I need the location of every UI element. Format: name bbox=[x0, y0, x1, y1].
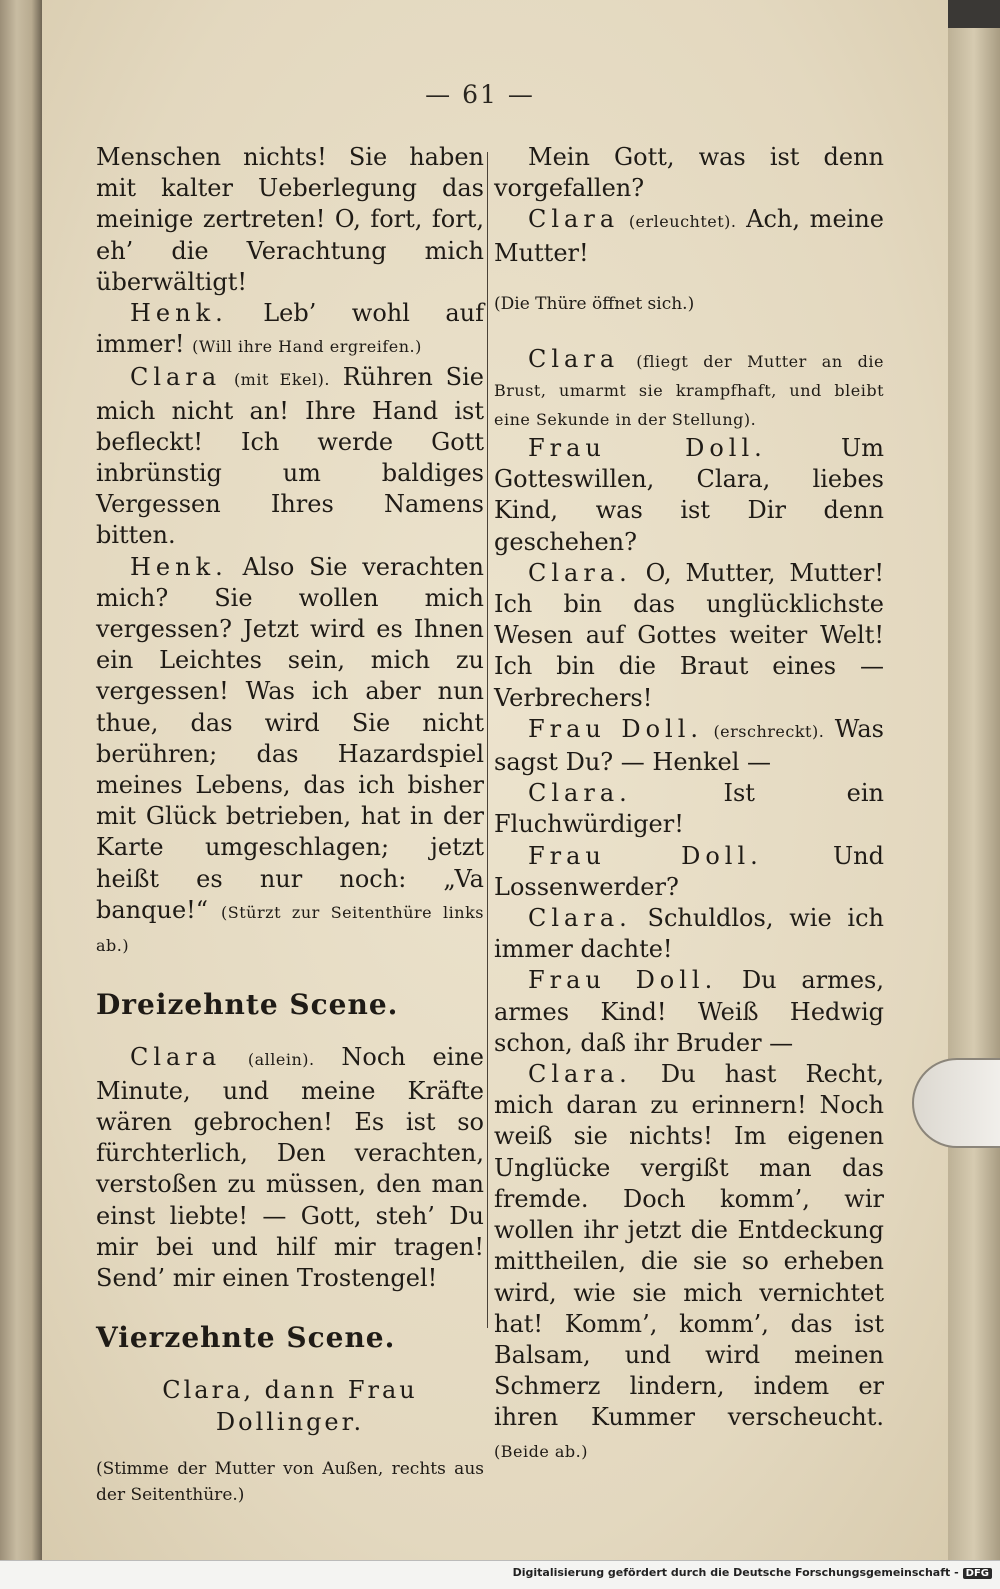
speaker: Clara bbox=[130, 1043, 222, 1072]
dialogue-clara: Clara (allein). Noch eine Minute, und meine Kräfte wären gebrochen! Es ist so fürchterlich, Den verachten, verstoßen zu müssen, den man einst liebte! — Gott, steh’ Du mir bei und hilf mir tragen! Send’ mir einen Trostengel! bbox=[96, 1043, 484, 1292]
cast-list: Clara, dann Frau Dollinger. bbox=[162, 1376, 418, 1436]
speaker: Frau Doll. bbox=[528, 966, 718, 995]
text-paragraph: Menschen nichts! Sie haben mit kalter Ueberlegung das meinige zertreten! O, fort, fort, eh’ die Verachtung mich überwältigt! bbox=[96, 143, 484, 296]
dfg-logo-icon: DFG bbox=[963, 1568, 992, 1579]
speaker: Clara bbox=[130, 363, 222, 392]
stage-direction: (fliegt der Mutter an die Brust, umarmt sie krampfhaft, und bleibt eine Sekunde in der Stellung). bbox=[494, 352, 884, 430]
page-turn-tab[interactable] bbox=[912, 1058, 1000, 1148]
speaker: Clara. bbox=[528, 779, 632, 808]
dialogue-frau-doll: Frau Doll. (erschreckt). Was sagst Du? — Henkel — bbox=[494, 714, 884, 777]
dialogue-clara: Clara. Du hast Recht, mich daran zu erinnern! Noch weiß sie nichts! Im eigenen Unglücke vergißt man das fremde. Doch komm’, wir wollen ihr jetzt die Entdeckung mittheilen, die sie so erheben wird, wie sie mich vernichtet hat! Komm’, komm’, das ist Balsam, und wird meinen Schmerz lindern, indem er ihren Kummer verscheucht. (Beide ab.) bbox=[494, 1060, 884, 1461]
text-paragraph: Mein Gott, was ist denn vorgefallen? bbox=[494, 143, 884, 203]
scene-heading: Vierzehnte Scene. bbox=[96, 1321, 396, 1355]
stage-direction: (Stürzt zur Seitenthüre links ab.) bbox=[96, 902, 484, 956]
speaker: Frau Doll. bbox=[528, 714, 703, 743]
right-column bbox=[494, 142, 884, 1467]
dialogue-clara bbox=[494, 346, 884, 433]
speaker: Clara. bbox=[528, 558, 632, 587]
book-right-edge bbox=[948, 28, 1000, 1560]
dialogue-clara: Clara (mit Ekel). Rühren Sie mich nicht an! Ihre Hand ist befleckt! Ich werde Gott inbrünstig um baldiges Vergessen Ihres Namens bitten. bbox=[96, 363, 484, 550]
dialogue-clara: Clara. Schuldlos, wie ich immer dachte! bbox=[494, 904, 884, 964]
book-left-edge bbox=[0, 0, 42, 1560]
dialogue-henk: Henk. Also Sie verachten mich? Sie wollen mich vergessen? Jetzt wird es Ihnen ein Leichtes sein, mich zu vergessen! Was ich aber nun thue, das wird Sie nicht berühren; das Hazardspiel meines Lebens, das ich bisher mit Glück betrieben, hat in der Karte umgeschlagen; jetzt heißt es nur noch: „Va banque!“ (Stürzt zur Seitenthüre links ab.) bbox=[96, 552, 484, 956]
dialogue-clara: Clara (erleuchtet). Ach, meine Mutter! bbox=[494, 205, 884, 267]
digitization-credit: Digitalisierung gefördert durch die Deutsche Forschungsgemeinschaft - DFG bbox=[513, 1566, 992, 1579]
stage-direction: (erleuchtet). bbox=[628, 212, 737, 232]
dialogue-frau-doll: Frau Doll. Um Gotteswillen, Clara, liebes Kind, was ist Dir denn geschehen? bbox=[494, 434, 884, 556]
stage-direction: (erschreckt). bbox=[713, 721, 825, 741]
left-column bbox=[96, 142, 484, 1508]
speaker: Frau Doll. bbox=[528, 841, 763, 870]
speaker: Clara bbox=[528, 345, 620, 374]
dialogue-frau-doll: Frau Doll. Und Lossenwerder? bbox=[494, 841, 884, 901]
speaker: Clara bbox=[528, 205, 620, 234]
stage-direction: (allein). bbox=[247, 1050, 315, 1070]
stage-direction: (Will ihre Hand ergreifen.) bbox=[192, 337, 422, 357]
page-number: — 61 — bbox=[425, 80, 535, 109]
column-divider bbox=[487, 152, 488, 1328]
stage-direction: (Die Thüre öffnet sich.) bbox=[494, 293, 695, 314]
stage-direction: (mit Ekel). bbox=[233, 370, 330, 390]
dialogue-clara: Clara. Ist ein Fluchwürdiger! bbox=[494, 779, 884, 839]
dialogue-clara: Clara. O, Mutter, Mutter! Ich bin das unglücklichste Wesen auf Gottes weiter Welt! Ich bin die Braut eines — Verbrechers! bbox=[494, 558, 884, 712]
speaker: Clara. bbox=[528, 904, 632, 933]
stage-direction: (Stimme der Mutter von Außen, rechts aus der Seitenthüre.) bbox=[96, 1458, 484, 1505]
speaker: Frau Doll. bbox=[528, 434, 767, 463]
speaker: Henk. bbox=[130, 552, 228, 581]
stage-direction: (Beide ab.) bbox=[494, 1441, 588, 1461]
scene-heading: Dreizehnte Scene. bbox=[96, 988, 399, 1022]
dialogue-henk: Henk. Leb’ wohl auf immer! (Will ihre Hand ergreifen.) bbox=[96, 299, 484, 359]
dialogue-frau-doll: Frau Doll. Du armes, armes Kind! Weiß Hedwig schon, daß ihr Bruder — bbox=[494, 966, 884, 1057]
speaker: Clara. bbox=[528, 1060, 632, 1089]
footer-bar bbox=[0, 1560, 1000, 1589]
speaker: Henk. bbox=[130, 299, 228, 328]
